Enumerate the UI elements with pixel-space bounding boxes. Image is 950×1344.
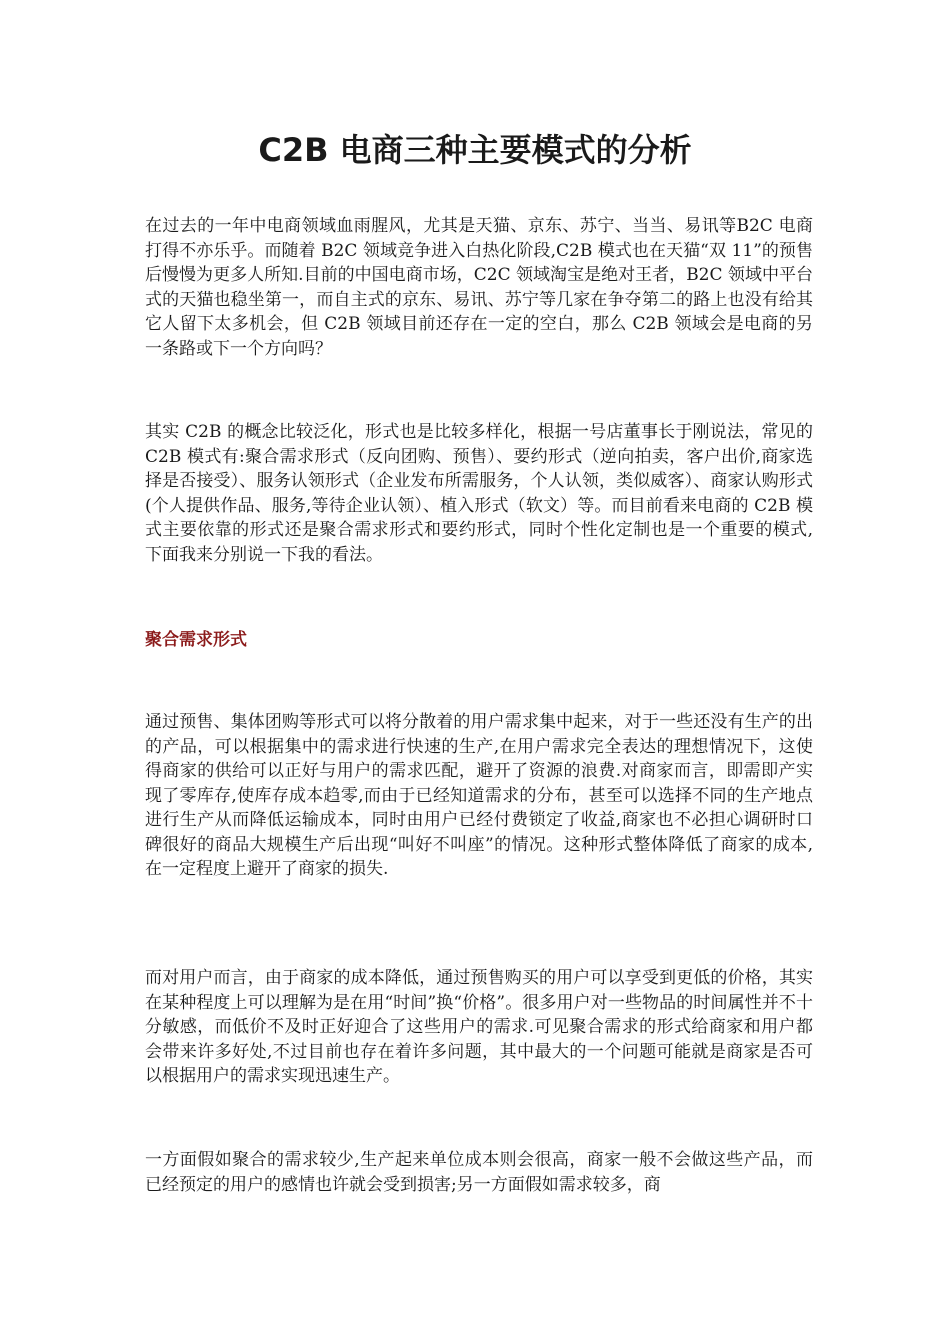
section-paragraph: 通过预售、集体团购等形式可以将分散着的用户需求集中起来，对于一些还没有生产的出的产品，可以根据集中的需求进行快速的生产,在用户需求完全表达的理想情况下，这使得商家的供给可以正好与用户的需求匹配，避开了资源的浪费.对商家而言，即需即产实现了零库存,使库存成本趋零,而由于已经知道需求的分布，甚至可以选择不同的生产地点进行生产从而降低运输成本，同时由用户已经付费锁定了收益,商家也不必担心调研时口碑很好的商品大规模生产后出现“叫好不叫座”的情况。这种形式整体降低了商家的成本,在一定程度上避开了商家的损失. [145, 712, 813, 879]
intro-paragraph: 在过去的一年中电商领域血雨腥风，尤其是天猫、京东、苏宁、当当、易讯等B2C 电商打得不亦乐乎。而随着 B2C 领域竞争进入白热化阶段,C2B 模式也在天猫“双 11”的预售后慢慢为更多人所知.目前的中国电商市场，C2C 领域淘宝是绝对王者，B2C 领域中平台式的天猫也稳坐第一，而自主式的京东、易讯、苏宁等几家在争夺第二的路上也没有给其它人留下太多机会，但 C2B 领域目前还存在一定的空白，那么 C2B 领域会是电商的另一条路或下一个方向吗？ [145, 216, 813, 359]
c2b-concept-paragraph: 其实 C2B 的概念比较泛化，形式也是比较多样化，根据一号店董事长于刚说法，常见的 C2B 模式有:聚合需求形式（反向团购、预售）、要约形式（逆向拍卖，客户出价,商家选择是否接受）、服务认领形式（企业发布所需服务，个人认领，类似威客）、商家认购形式(个人提供作品、服务,等待企业认领）、植入形式（软文）等。而目前看来电商的 C2B 模式主要依靠的形式还是聚合需求形式和要约形式，同时个性化定制也是一个重要的模式,下面我来分别说一下我的看法。 [145, 422, 813, 565]
document-title: C2B 电商三种主要模式的分析 [258, 131, 692, 169]
section-heading: 聚合需求形式 [145, 630, 247, 650]
section-paragraph: 而对用户而言，由于商家的成本降低，通过预售购买的用户可以享受到更低的价格，其实在某种程度上可以理解为是在用“时间”换“价格”。很多用户对一些物品的时间属性并不十分敏感，而低价不及时正好迎合了这些用户的需求.可见聚合需求的形式给商家和用户都会带来许多好处,不过目前也存在着许多问题，其中最大的一个问题可能就是商家是否可以根据用户的需求实现迅速生产。 [145, 968, 813, 1086]
section-paragraph: 一方面假如聚合的需求较少,生产起来单位成本则会很高，商家一般不会做这些产品，而已经预定的用户的感情也许就会受到损害;另一方面假如需求较多，商 [145, 1150, 813, 1195]
